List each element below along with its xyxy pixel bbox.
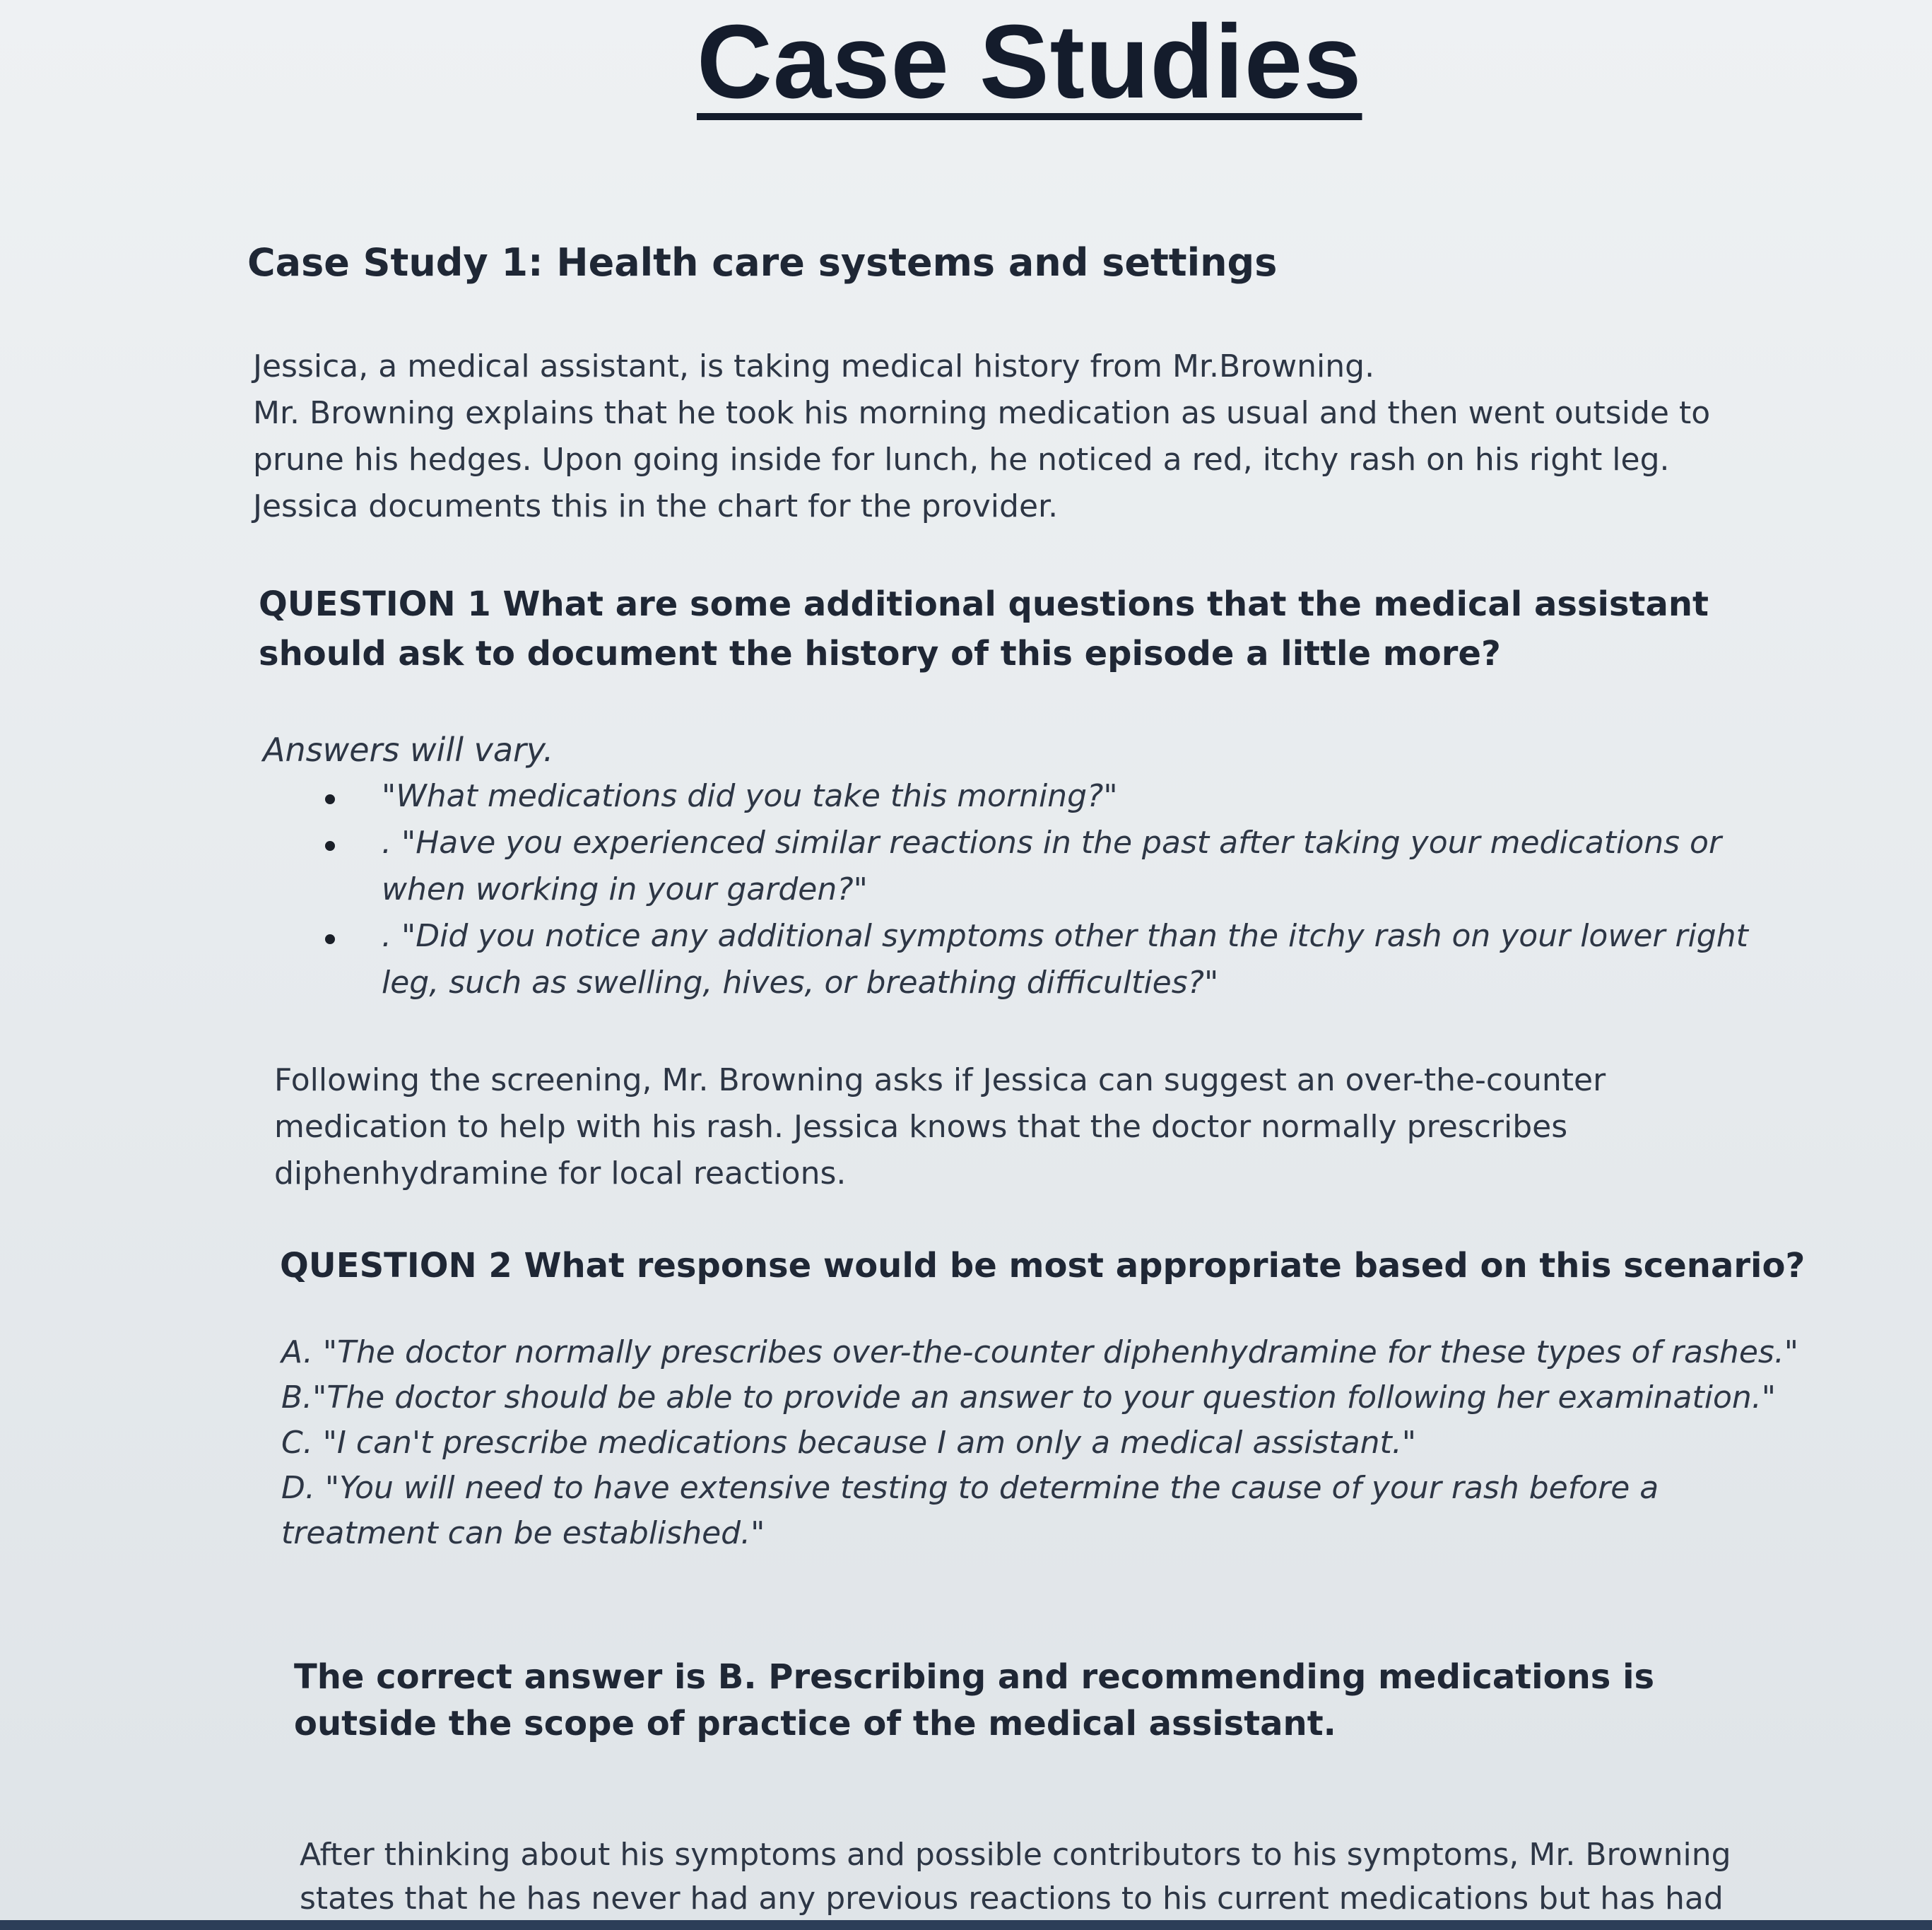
list-item bbox=[311, 913, 1767, 1006]
list-item bbox=[311, 773, 1767, 820]
bullet-icon bbox=[325, 934, 335, 944]
option-c: C. "I can't prescribe medications because I am only a medical assistant." bbox=[281, 1425, 1416, 1461]
answers-label: Answers will vary. bbox=[263, 731, 554, 769]
intro-line-1: Jessica, a medical assistant, is taking medical history from Mr.Browning. bbox=[253, 348, 1375, 384]
intro-paragraph: Mr. Browning explains that he took his morning medication as usual and then went outside to prune his hedges. Upon going inside for lunch, he noticed a red, itchy rash on his right leg. Jessica documents this in the chart for the provider. bbox=[253, 395, 1711, 524]
question-2: QUESTION 2 What response would be most appropriate based on this scenario? bbox=[280, 1246, 1806, 1285]
option-b: B."The doctor should be able to provide an answer to your question following her examination." bbox=[281, 1379, 1777, 1416]
answer-options bbox=[281, 1330, 1801, 1556]
page-title: Case Studies bbox=[697, 4, 1362, 120]
question-1: QUESTION 1 What are some additional questions that the medical assistant should ask to document the history of this episode a little more? bbox=[259, 584, 1709, 673]
list-item bbox=[311, 820, 1767, 913]
option-d: D. "You will need to have extensive testing to determine the cause of your rash before a treatment can be established." bbox=[281, 1470, 1659, 1551]
correct-answer: The correct answer is B. Prescribing and recommending medications is outside the scope of practice of the medical assistant. bbox=[294, 1657, 1655, 1743]
answer-text: . "Have you experienced similar reactions in the past after taking your medications or when working in your garden?" bbox=[382, 825, 1722, 907]
answer-text: "What medications did you take this morning?" bbox=[382, 778, 1118, 814]
closing-paragraph: After thinking about his symptoms and possible contributors to his symptoms, Mr. Browning states that he has never had any previous reactions to his current medications but has had bbox=[300, 1837, 1731, 1917]
followup-paragraph: Following the screening, Mr. Browning asks if Jessica can suggest an over-the-counter medication to help with his rash. Jessica knows that the doctor normally prescribes diphenhydramine for local reactions. bbox=[274, 1062, 1606, 1191]
screen-bottom-edge bbox=[0, 1920, 1932, 1930]
bullet-icon bbox=[325, 794, 335, 804]
option-a: A. "The doctor normally prescribes over-the-counter diphenhydramine for these types of rashes." bbox=[281, 1334, 1799, 1370]
bullet-icon bbox=[325, 841, 335, 851]
answers-list bbox=[311, 773, 1767, 1006]
case-study-heading: Case Study 1: Health care systems and settings bbox=[247, 240, 1278, 285]
answer-text: . "Did you notice any additional symptoms other than the itchy rash on your lower right leg, such as swelling, hives, or breathing difficulties?" bbox=[382, 918, 1748, 1001]
